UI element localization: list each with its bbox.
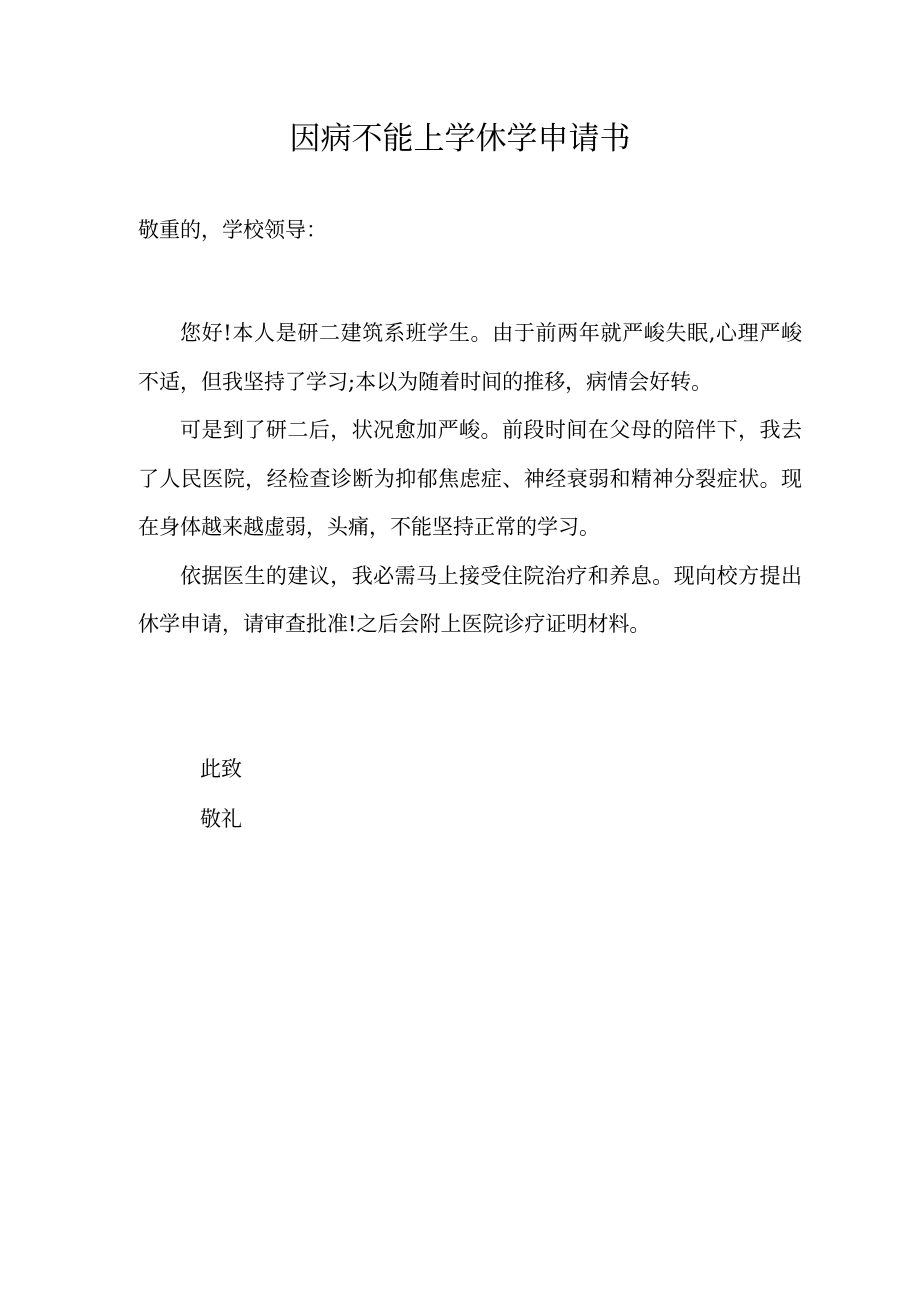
- letter-body: [138, 309, 802, 649]
- salutation: 敬重的，学校领导：: [138, 218, 327, 242]
- closing-cizhi: 此致: [200, 757, 242, 781]
- body-paragraph-1: 您好!本人是研二建筑系班学生。由于前两年就严峻失眠,心理严峻不适，但我坚持了学习;本以为随着时间的推移，病情会好转。: [138, 321, 802, 394]
- closing-jingli: 敬礼: [200, 807, 242, 831]
- document-title: 因病不能上学休学申请书: [289, 121, 631, 157]
- body-paragraph-2: 可是到了研二后，状况愈加严峻。前段时间在父母的陪伴下，我去了人民医院，经检查诊断为抑郁焦虑症、神经衰弱和精神分裂症状。现在身体越来越虚弱，头痛，不能坚持正常的学习。: [138, 418, 802, 539]
- body-paragraph-3: 依据医生的建议，我必需马上接受住院治疗和养息。现向校方提出休学申请，请审查批准!之后会附上医院诊疗证明材料。: [138, 563, 802, 636]
